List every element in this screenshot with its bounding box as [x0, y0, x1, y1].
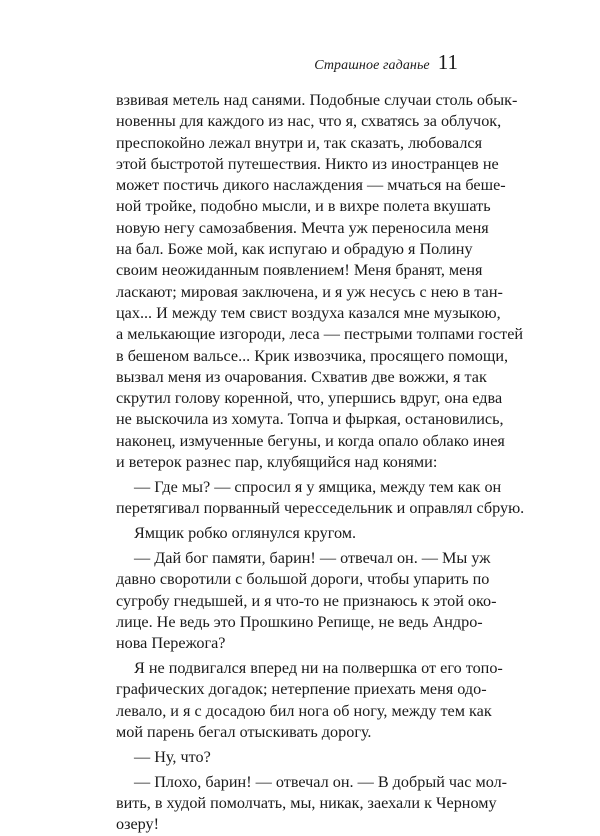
- paragraph: [116, 523, 458, 544]
- text-line: на бал. Боже мой, как испугаю и обрадую я Полину: [116, 240, 473, 259]
- paragraph: [116, 548, 497, 654]
- text-line: графических догадок; нетерпение приехать меня одо-: [116, 680, 487, 699]
- text-line: — Плохо, барин! — отвечал он. — В добрый час мол-: [134, 772, 508, 791]
- text-line: наконец, измученные бегуны, и когда опало облако инея: [116, 431, 505, 450]
- text-line: не выскочила из хомута. Топча и фыркая, остановились,: [116, 410, 504, 429]
- paragraph: [116, 747, 458, 768]
- text-line: может постичь дикого наслаждения — мчаться на беше-: [116, 176, 506, 195]
- text-line: цах... И между тем свист воздуха казался мне музыкою,: [116, 303, 501, 322]
- text-line: своим неожиданным появлением! Меня бранят, меня: [116, 261, 483, 280]
- body-text: [116, 90, 525, 836]
- text-line: лице. Не ведь это Прошкино Репище, не ведь Андро-: [116, 612, 483, 631]
- text-line: нова Пережога?: [116, 634, 226, 653]
- text-line: вызвал меня из очарования. Схватив две вожжи, я так: [116, 367, 487, 386]
- text-line: озеру!: [116, 815, 160, 834]
- text-line: и ветерок разнес пар, клубящийся над конями:: [116, 453, 438, 472]
- text-line: — Где мы? — спросил я у ямщика, между тем как он: [134, 477, 502, 496]
- text-line: Я не подвигался вперед ни на полвершка от его топо-: [134, 659, 503, 678]
- text-line: этой быстротой путешествия. Никто из иностранцев не: [116, 154, 499, 173]
- running-title: Страшное гаданье: [314, 58, 430, 73]
- text-line: новую негу самозабвения. Мечта уж переносила меня: [116, 218, 489, 237]
- page-number: 11: [437, 50, 458, 74]
- text-line: новенны для каждого из нас, что я, схватясь за облучок,: [116, 112, 502, 131]
- text-line: взвивая метель над санями. Подобные случаи столь обык-: [116, 91, 518, 109]
- text-line: скрутил голову коренной, что, упершись вдруг, она едва: [116, 389, 503, 408]
- text-line: в бешеном вальсе... Крик извозчика, просящего помощи,: [116, 346, 509, 365]
- text-line: ласкают; мировая заключена, и я уж несусь с нею в тан-: [116, 282, 503, 301]
- text-line: сугробу гнедышей, и я что-то не признаюсь к этой око-: [116, 591, 497, 610]
- running-header: [314, 52, 458, 74]
- text-line: мой парень бегал отыскивать дорогу.: [116, 722, 372, 741]
- text-line: перетягивал порванный чересседельник и оправлял сбрую.: [116, 499, 525, 518]
- text-line: а мелькающие изгороди, леса — пестрыми толпами гостей: [116, 325, 524, 344]
- paragraph: [116, 477, 525, 520]
- paragraph: [116, 658, 503, 743]
- text-line: левало, и я с досадою бил нога об ногу, между тем как: [116, 701, 492, 720]
- text-line: — Ну, что?: [134, 747, 211, 766]
- paragraph: [116, 90, 524, 473]
- text-line: вить, в худой помолчать, мы, никак, заехали к Черному: [116, 794, 497, 813]
- paragraph: [116, 772, 508, 836]
- text-line: ной тройке, подобно мысли, и в вихре полета вкушать: [116, 197, 491, 216]
- text-line: давно своротили с большой дороги, чтобы упарить по: [116, 570, 490, 589]
- text-line: Ямщик робко оглянулся кругом.: [134, 524, 357, 543]
- text-line: — Дай бог памяти, барин! — отвечал он. — Мы уж: [134, 549, 491, 568]
- text-line: преспокойно лежал внутри и, так сказать, любовался: [116, 133, 483, 152]
